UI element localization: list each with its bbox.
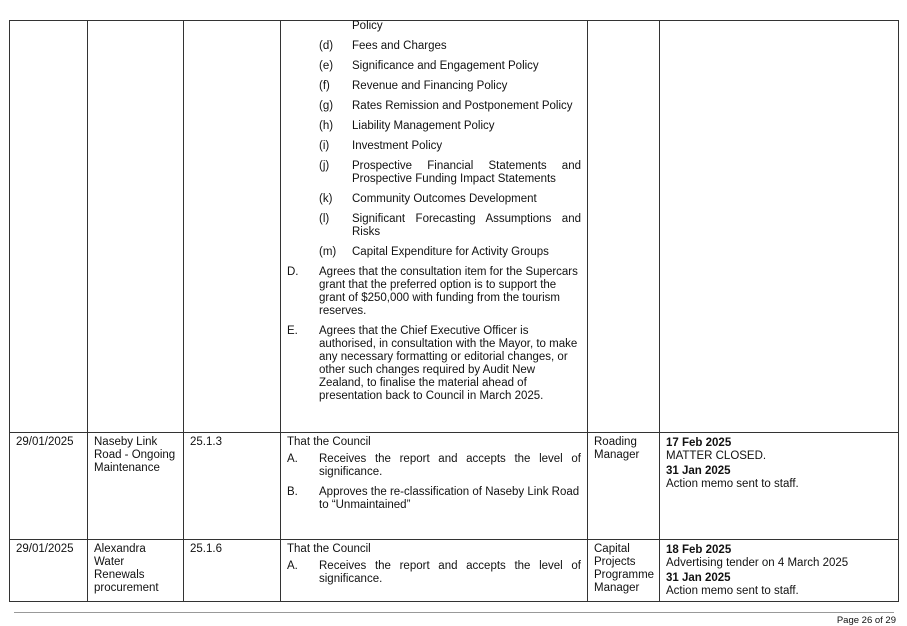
- list-item: B. Approves the re-classification of Naseby Link Road to “Unmaintained”: [287, 486, 580, 511]
- status-cell: [660, 433, 899, 540]
- resolution-cell: [281, 433, 588, 540]
- list-item: (h) Liability Management Policy: [319, 120, 495, 132]
- list-item: D. Agrees that the consultation item for the Supercars grant that the preferred option is to support the grant of $250,000 with funding from the tourism reserves.: [287, 266, 578, 317]
- status-date: 31 Jan 2025: [666, 465, 731, 477]
- date-cell: 29/01/2025: [10, 540, 88, 602]
- resolution-cell: [281, 21, 588, 433]
- responsible-cell: [588, 21, 660, 433]
- list-item: (f) Revenue and Financing Policy: [319, 80, 508, 92]
- list-item: (g) Rates Remission and Postponement Policy: [319, 100, 573, 112]
- list-item: A. Receives the report and accepts the level of significance.: [287, 453, 581, 478]
- subject-cell: [88, 21, 184, 433]
- list-item: (l) Significant Forecasting Assumptions and Risks: [319, 213, 581, 238]
- resolution-cell: [281, 540, 588, 602]
- table-row: [10, 433, 899, 540]
- responsible-cell: Roading Manager: [588, 433, 660, 540]
- date-cell: [10, 21, 88, 433]
- status-note: Action memo sent to staff.: [666, 585, 799, 597]
- continued-line: Policy: [352, 20, 383, 32]
- subject-cell: Naseby Link Road - Ongoing Maintenance: [88, 433, 184, 540]
- resolution-intro: That the Council: [287, 543, 371, 555]
- status-date: 31 Jan 2025: [666, 572, 731, 584]
- list-item: A. Receives the report and accepts the level of significance.: [287, 560, 581, 585]
- status-note: Advertising tender on 4 March 2025: [666, 557, 849, 569]
- footer-divider: [14, 612, 894, 613]
- status-date: 18 Feb 2025: [666, 544, 732, 556]
- status-date: 17 Feb 2025: [666, 437, 732, 449]
- list-item: (j) Prospective Financial Statements and Prospective Funding Impact Statements: [319, 160, 581, 185]
- resolutions-table: [9, 20, 899, 602]
- list-item: (e) Significance and Engagement Policy: [319, 60, 539, 72]
- list-item: (d) Fees and Charges: [319, 40, 447, 52]
- subject-cell: Alexandra Water Renewals procurement: [88, 540, 184, 602]
- status-note: Action memo sent to staff.: [666, 478, 799, 490]
- table-row: [10, 21, 899, 433]
- list-item: (i) Investment Policy: [319, 140, 443, 152]
- list-item: (k) Community Outcomes Development: [319, 193, 537, 205]
- resolution-intro: That the Council: [287, 436, 371, 448]
- subitem-list: [287, 40, 581, 259]
- responsible-cell: Capital Projects Programme Manager: [588, 540, 660, 602]
- status-cell: [660, 540, 899, 602]
- status-cell: [660, 21, 899, 433]
- table-row: [10, 540, 899, 602]
- date-cell: 29/01/2025: [10, 433, 88, 540]
- ref-cell: 25.1.6: [184, 540, 281, 602]
- list-item: E. Agrees that the Chief Executive Officer is authorised, in consultation with the Mayor, to make any necessary formatting or editorial changes, or other such changes required by Audit New Zealand, to finalise the material ahead of presentation back to Council in March 2025.: [287, 325, 578, 402]
- ref-cell: 25.1.3: [184, 433, 281, 540]
- ref-cell: [184, 21, 281, 433]
- list-item: (m) Capital Expenditure for Activity Groups: [319, 246, 549, 258]
- page-number: Page 26 of 29: [836, 615, 896, 626]
- status-note: MATTER CLOSED.: [666, 450, 767, 462]
